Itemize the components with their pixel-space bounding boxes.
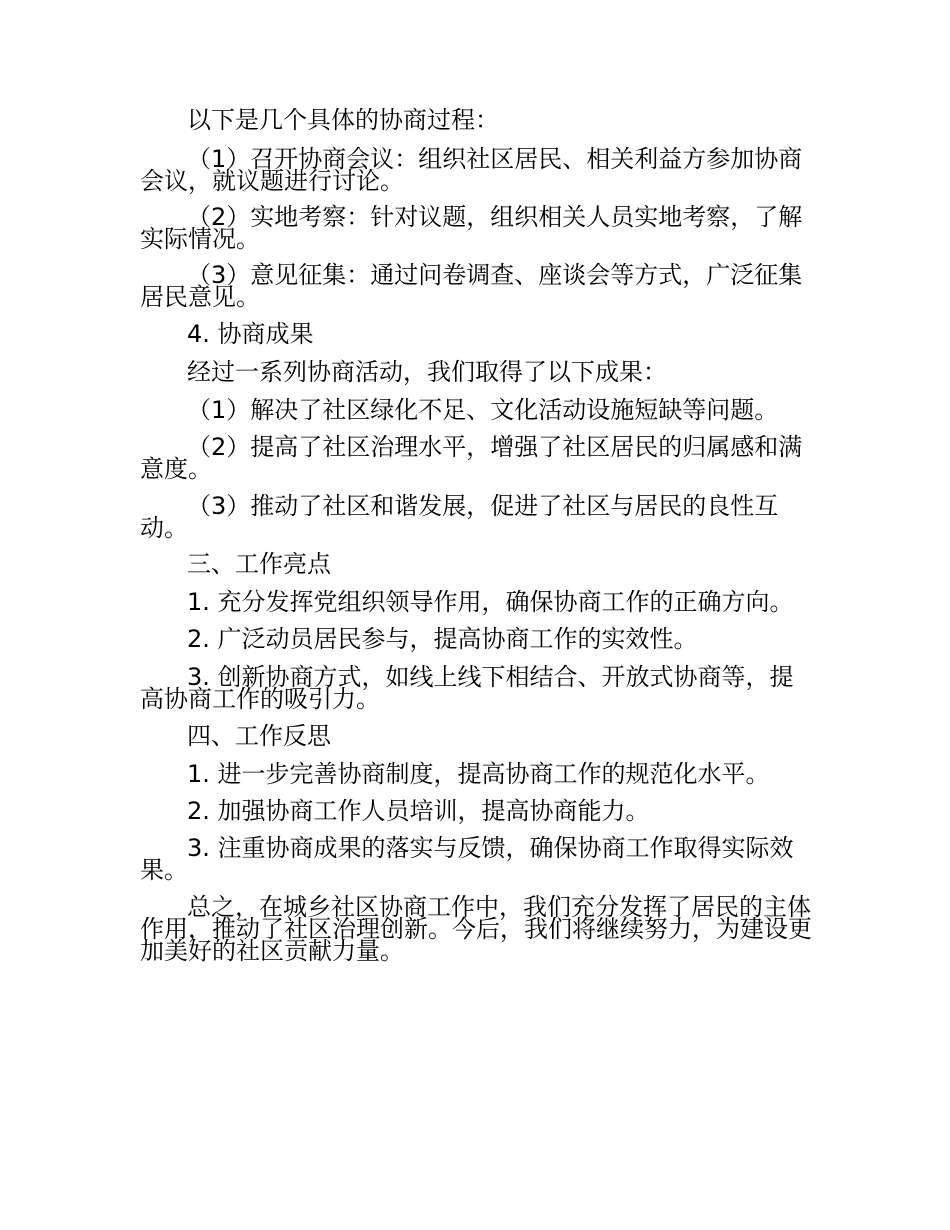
paragraph-result-3: （3）推动了社区和谐发展，促进了社区与居民的良性互动。 [140, 492, 779, 542]
paragraph-reflection-2: 2. 加强协商工作人员培训，提高协商能力。 [187, 797, 650, 825]
document-page [140, 0, 812, 1230]
paragraph-step-2: （2）实地考察：针对议题，组织相关人员实地考察，了解实际情况。 [140, 203, 803, 253]
paragraph-step-1: （1）召开协商会议：组织社区居民、相关利益方参加协商会议，就议题进行讨论。 [140, 145, 803, 195]
paragraph-highlight-3: 3. 创新协商方式，如线上线下相结合、开放式协商等，提高协商工作的吸引力。 [140, 663, 794, 713]
paragraph-highlight-1: 1. 充分发挥党组织领导作用，确保协商工作的正确方向。 [187, 588, 794, 616]
paragraph-highlight-2: 2. 广泛动员居民参与，提高协商工作的实效性。 [187, 625, 698, 653]
paragraph-conclusion: 总之，在城乡社区协商工作中，我们充分发挥了居民的主体作用，推动了社区治理创新。今后，我们将继续努力，为建设更加美好的社区贡献力量。 [140, 893, 812, 965]
heading-results: 4. 协商成果 [187, 320, 314, 348]
paragraph-reflection-1: 1. 进一步完善协商制度，提高协商工作的规范化水平。 [187, 760, 770, 788]
paragraph-reflection-3: 3. 注重协商成果的落实与反馈，确保协商工作取得实际效果。 [140, 834, 794, 884]
paragraph-step-3: （3）意见征集：通过问卷调查、座谈会等方式，广泛征集居民意见。 [140, 261, 803, 311]
heading-reflection: 四、工作反思 [187, 722, 331, 750]
paragraph-intro: 以下是几个具体的协商过程： [187, 106, 499, 134]
heading-highlights: 三、工作亮点 [187, 550, 331, 578]
paragraph-result-1: （1）解决了社区绿化不足、文化活动设施短缺等问题。 [187, 396, 779, 424]
paragraph-result-2: （2）提高了社区治理水平，增强了社区居民的归属感和满意度。 [140, 433, 803, 483]
paragraph-results-intro: 经过一系列协商活动，我们取得了以下成果： [187, 358, 667, 386]
